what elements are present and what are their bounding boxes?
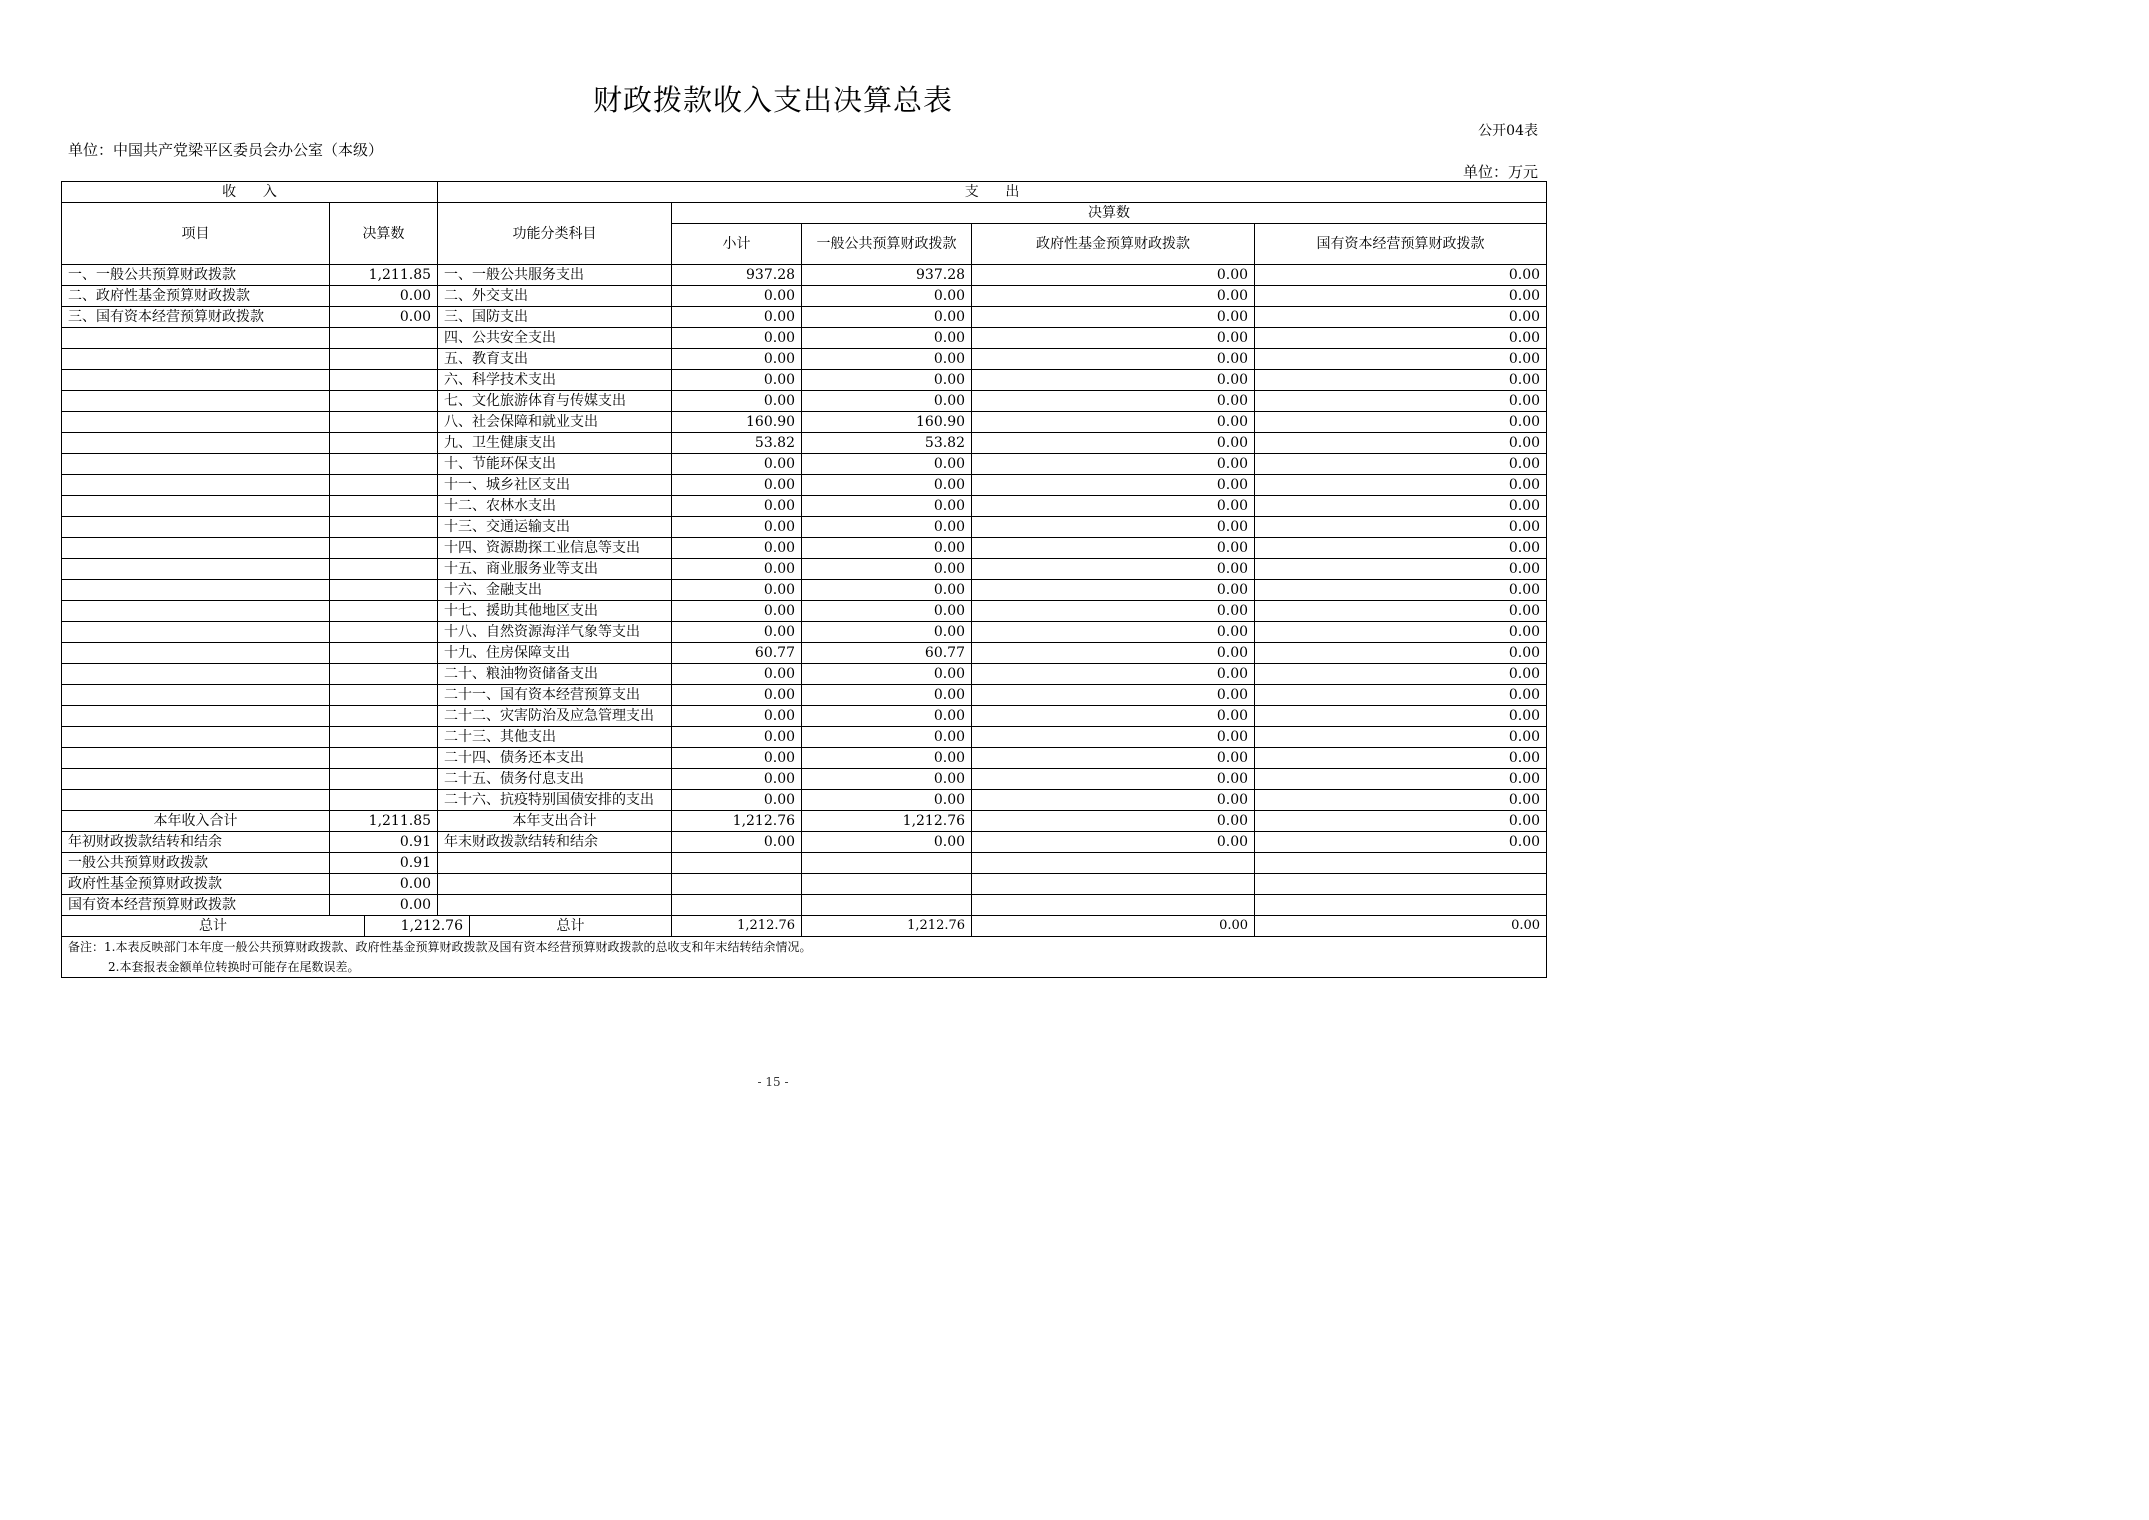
income-value: 0.00 — [330, 307, 438, 328]
expense-subtotal: 937.28 — [672, 265, 802, 286]
header-final: 决算数 — [672, 203, 1547, 224]
expense-fund: 0.00 — [972, 790, 1255, 811]
expense-item: 七、文化旅游体育与传媒支出 — [438, 391, 672, 412]
expense-general: 53.82 — [802, 433, 972, 454]
expense-item: 十八、自然资源海洋气象等支出 — [438, 622, 672, 643]
expense-state: 0.00 — [1255, 265, 1547, 286]
carry-end-general: 0.00 — [802, 832, 972, 853]
expense-item: 二十二、灾害防治及应急管理支出 — [438, 706, 672, 727]
expense-fund: 0.00 — [972, 475, 1255, 496]
table-row — [62, 727, 1547, 748]
expense-item: 二十五、债务付息支出 — [438, 769, 672, 790]
year-expense-fund: 0.00 — [972, 811, 1255, 832]
empty-cell — [972, 874, 1255, 895]
income-value: 1,211.85 — [330, 265, 438, 286]
expense-item: 一、一般公共服务支出 — [438, 265, 672, 286]
income-item-empty — [62, 475, 330, 496]
expense-subtotal: 0.00 — [672, 370, 802, 391]
expense-item: 二十六、抗疫特别国债安排的支出 — [438, 790, 672, 811]
empty-cell — [672, 853, 802, 874]
expense-item: 二十一、国有资本经营预算支出 — [438, 685, 672, 706]
expense-subtotal: 0.00 — [672, 328, 802, 349]
table-row — [62, 517, 1547, 538]
income-value-empty — [330, 454, 438, 475]
expense-general: 937.28 — [802, 265, 972, 286]
year-expense-general: 1,212.76 — [802, 811, 972, 832]
income-value-empty — [330, 769, 438, 790]
expense-subtotal: 0.00 — [672, 454, 802, 475]
carry-end-state: 0.00 — [1255, 832, 1547, 853]
expense-item: 三、国防支出 — [438, 307, 672, 328]
income-item-empty — [62, 580, 330, 601]
expense-state: 0.00 — [1255, 748, 1547, 769]
year-total-row — [62, 811, 1547, 832]
table-row — [62, 790, 1547, 811]
table-row — [62, 643, 1547, 664]
income-value-empty — [330, 349, 438, 370]
empty-cell — [972, 895, 1255, 916]
expense-subtotal: 0.00 — [672, 559, 802, 580]
carry-sub-row — [62, 874, 1547, 895]
income-value-empty — [330, 601, 438, 622]
carry-sub-label: 一般公共预算财政拨款 — [62, 853, 330, 874]
empty-cell — [438, 874, 672, 895]
expense-subtotal: 0.00 — [672, 769, 802, 790]
expense-subtotal: 0.00 — [672, 475, 802, 496]
table-row — [62, 601, 1547, 622]
expense-fund: 0.00 — [972, 433, 1255, 454]
header-row-1 — [62, 182, 1547, 203]
expense-item: 十三、交通运输支出 — [438, 517, 672, 538]
expense-subtotal: 0.00 — [672, 664, 802, 685]
expense-fund: 0.00 — [972, 685, 1255, 706]
income-item-empty — [62, 412, 330, 433]
expense-item: 十九、住房保障支出 — [438, 643, 672, 664]
income-item-empty — [62, 538, 330, 559]
expense-general: 0.00 — [802, 349, 972, 370]
expense-state: 0.00 — [1255, 559, 1547, 580]
empty-cell — [438, 895, 672, 916]
expense-item: 十、节能环保支出 — [438, 454, 672, 475]
expense-item: 八、社会保障和就业支出 — [438, 412, 672, 433]
expense-subtotal: 0.00 — [672, 307, 802, 328]
expense-general: 0.00 — [802, 559, 972, 580]
carry-sub-value: 0.00 — [330, 874, 438, 895]
expense-fund: 0.00 — [972, 706, 1255, 727]
expense-state: 0.00 — [1255, 538, 1547, 559]
page-number: - 15 - — [757, 1075, 789, 1089]
expense-state: 0.00 — [1255, 349, 1547, 370]
table-row — [62, 370, 1547, 391]
income-item-empty — [62, 706, 330, 727]
unit-money: 单位：万元 — [1462, 163, 1538, 181]
table-row — [62, 328, 1547, 349]
expense-fund: 0.00 — [972, 265, 1255, 286]
expense-subtotal: 0.00 — [672, 685, 802, 706]
header-fund: 政府性基金预算财政拨款 — [972, 224, 1255, 265]
expense-general: 0.00 — [802, 685, 972, 706]
expense-item: 十四、资源勘探工业信息等支出 — [438, 538, 672, 559]
table-row — [62, 307, 1547, 328]
income-value-empty — [330, 370, 438, 391]
table-row — [62, 664, 1547, 685]
expense-subtotal: 0.00 — [672, 391, 802, 412]
table-row — [62, 580, 1547, 601]
expense-general: 0.00 — [802, 622, 972, 643]
income-value-empty — [330, 559, 438, 580]
expense-subtotal: 0.00 — [672, 580, 802, 601]
expense-fund: 0.00 — [972, 370, 1255, 391]
expense-item: 九、卫生健康支出 — [438, 433, 672, 454]
table-row — [62, 286, 1547, 307]
note-line-1: 备注：1.本表反映部门本年度一般公共预算财政拨款、政府性基金预算财政拨款及国有资本经营预算财政拨款的总收支和年末结转结余情况。 — [68, 940, 812, 954]
grand-expense-state: 0.00 — [1255, 916, 1547, 937]
expense-subtotal: 0.00 — [672, 706, 802, 727]
page-title: 财政拨款收入支出决算总表 — [592, 83, 953, 117]
empty-cell — [1255, 874, 1547, 895]
expense-state: 0.00 — [1255, 790, 1547, 811]
expense-state: 0.00 — [1255, 664, 1547, 685]
table-row — [62, 475, 1547, 496]
expense-state: 0.00 — [1255, 769, 1547, 790]
carry-end-fund: 0.00 — [972, 832, 1255, 853]
expense-fund: 0.00 — [972, 559, 1255, 580]
income-item-empty — [62, 496, 330, 517]
expense-fund: 0.00 — [972, 748, 1255, 769]
income-value-empty — [330, 643, 438, 664]
empty-cell — [672, 874, 802, 895]
year-income-total-value: 1,211.85 — [330, 811, 438, 832]
expense-fund: 0.00 — [972, 454, 1255, 475]
income-value-empty — [330, 538, 438, 559]
expense-item: 二、外交支出 — [438, 286, 672, 307]
notes-row — [62, 937, 1547, 978]
grand-expense-subtotal: 1,212.76 — [672, 916, 802, 937]
expense-fund: 0.00 — [972, 727, 1255, 748]
header-subtotal: 小计 — [672, 224, 802, 265]
expense-item: 十一、城乡社区支出 — [438, 475, 672, 496]
expense-state: 0.00 — [1255, 685, 1547, 706]
expense-subtotal: 0.00 — [672, 790, 802, 811]
notes — [62, 937, 1547, 978]
income-item-empty — [62, 664, 330, 685]
expense-general: 0.00 — [802, 475, 972, 496]
income-value-empty — [330, 664, 438, 685]
empty-cell — [802, 874, 972, 895]
table-row — [62, 559, 1547, 580]
expense-state: 0.00 — [1255, 496, 1547, 517]
expense-state: 0.00 — [1255, 328, 1547, 349]
expense-state: 0.00 — [1255, 643, 1547, 664]
expense-fund: 0.00 — [972, 349, 1255, 370]
carry-end-label: 年末财政拨款结转和结余 — [438, 832, 672, 853]
empty-cell — [972, 853, 1255, 874]
expense-general: 0.00 — [802, 580, 972, 601]
income-value: 0.00 — [330, 286, 438, 307]
empty-cell — [802, 895, 972, 916]
expense-fund: 0.00 — [972, 664, 1255, 685]
income-item-empty — [62, 559, 330, 580]
expense-general: 0.00 — [802, 496, 972, 517]
grand-expense-fund: 0.00 — [972, 916, 1255, 937]
carry-sub-row — [62, 853, 1547, 874]
expense-general: 0.00 — [802, 517, 972, 538]
header-row-2 — [62, 203, 1547, 224]
empty-cell — [802, 853, 972, 874]
expense-general: 0.00 — [802, 454, 972, 475]
expense-general: 0.00 — [802, 769, 972, 790]
income-value-empty — [330, 685, 438, 706]
expense-state: 0.00 — [1255, 454, 1547, 475]
income-value-empty — [330, 517, 438, 538]
grand-total-row — [62, 916, 1547, 937]
header-amount: 决算数 — [330, 203, 438, 265]
expense-state: 0.00 — [1255, 622, 1547, 643]
table-row — [62, 748, 1547, 769]
expense-general: 0.00 — [802, 370, 972, 391]
grand-expense-label: 总计 — [556, 918, 585, 934]
table-row — [62, 685, 1547, 706]
carry-sub-label: 政府性基金预算财政拨款 — [62, 874, 330, 895]
income-item-empty — [62, 349, 330, 370]
expense-subtotal: 60.77 — [672, 643, 802, 664]
expense-fund: 0.00 — [972, 412, 1255, 433]
expense-state: 0.00 — [1255, 475, 1547, 496]
empty-cell — [1255, 895, 1547, 916]
income-item-empty — [62, 370, 330, 391]
expense-general: 0.00 — [802, 706, 972, 727]
table-row — [62, 538, 1547, 559]
carry-row — [62, 832, 1547, 853]
expense-subtotal: 0.00 — [672, 748, 802, 769]
expense-subtotal: 0.00 — [672, 601, 802, 622]
expense-item: 十七、援助其他地区支出 — [438, 601, 672, 622]
expense-subtotal: 160.90 — [672, 412, 802, 433]
expense-fund: 0.00 — [972, 538, 1255, 559]
expense-state: 0.00 — [1255, 601, 1547, 622]
income-value-empty — [330, 580, 438, 601]
grand-expense-general: 1,212.76 — [802, 916, 972, 937]
carry-sub-label: 国有资本经营预算财政拨款 — [62, 895, 330, 916]
expense-state: 0.00 — [1255, 307, 1547, 328]
year-expense-state: 0.00 — [1255, 811, 1547, 832]
expense-subtotal: 53.82 — [672, 433, 802, 454]
unit-organization: 单位：中国共产党梁平区委员会办公室（本级） — [68, 141, 384, 159]
table-row — [62, 433, 1547, 454]
grand-total-left — [62, 916, 672, 937]
expense-item: 六、科学技术支出 — [438, 370, 672, 391]
header-func-item: 功能分类科目 — [438, 203, 672, 265]
income-item-empty — [62, 454, 330, 475]
note-line-2: 2.本套报表金额单位转换时可能存在尾数误差。 — [108, 960, 360, 974]
table-code: 公开04表 — [1478, 123, 1538, 139]
income-item: 三、国有资本经营预算财政拨款 — [62, 307, 330, 328]
expense-item: 十六、金融支出 — [438, 580, 672, 601]
income-item-empty — [62, 790, 330, 811]
expense-general: 0.00 — [802, 601, 972, 622]
income-item-empty — [62, 391, 330, 412]
year-expense-total-label: 本年支出合计 — [438, 811, 672, 832]
expense-subtotal: 0.00 — [672, 517, 802, 538]
empty-cell — [438, 853, 672, 874]
expense-fund: 0.00 — [972, 286, 1255, 307]
expense-item: 二十、粮油物资储备支出 — [438, 664, 672, 685]
expense-item: 五、教育支出 — [438, 349, 672, 370]
carry-begin-label: 年初财政拨款结转和结余 — [62, 832, 330, 853]
income-item-empty — [62, 622, 330, 643]
grand-income-value: 1,212.76 — [365, 916, 470, 936]
expense-item: 十五、商业服务业等支出 — [438, 559, 672, 580]
expense-general: 0.00 — [802, 286, 972, 307]
empty-cell — [1255, 853, 1547, 874]
income-value-empty — [330, 391, 438, 412]
income-value-empty — [330, 706, 438, 727]
expense-general: 0.00 — [802, 391, 972, 412]
expense-subtotal: 0.00 — [672, 622, 802, 643]
income-value-empty — [330, 433, 438, 454]
income-item-empty — [62, 769, 330, 790]
expense-general: 160.90 — [802, 412, 972, 433]
expense-state: 0.00 — [1255, 517, 1547, 538]
table-row — [62, 391, 1547, 412]
expense-fund: 0.00 — [972, 601, 1255, 622]
expense-general: 0.00 — [802, 538, 972, 559]
income-item: 一、一般公共预算财政拨款 — [62, 265, 330, 286]
header-expense: 支 出 — [438, 182, 1547, 203]
year-expense-subtotal: 1,212.76 — [672, 811, 802, 832]
table-row — [62, 769, 1547, 790]
expense-fund: 0.00 — [972, 496, 1255, 517]
carry-sub-row — [62, 895, 1547, 916]
expense-general: 0.00 — [802, 748, 972, 769]
expense-subtotal: 0.00 — [672, 349, 802, 370]
income-value-empty — [330, 412, 438, 433]
income-value-empty — [330, 727, 438, 748]
expense-subtotal: 0.00 — [672, 538, 802, 559]
expense-state: 0.00 — [1255, 580, 1547, 601]
income-value-empty — [330, 496, 438, 517]
expense-subtotal: 0.00 — [672, 727, 802, 748]
expense-fund: 0.00 — [972, 517, 1255, 538]
income-value-empty — [330, 790, 438, 811]
fiscal-summary-table — [61, 181, 1547, 978]
header-general: 一般公共预算财政拨款 — [802, 224, 972, 265]
income-item-empty — [62, 601, 330, 622]
expense-fund: 0.00 — [972, 769, 1255, 790]
income-item-empty — [62, 433, 330, 454]
carry-sub-value: 0.00 — [330, 895, 438, 916]
grand-income-label: 总计 — [62, 916, 365, 936]
expense-fund: 0.00 — [972, 307, 1255, 328]
expense-item: 十二、农林水支出 — [438, 496, 672, 517]
expense-fund: 0.00 — [972, 580, 1255, 601]
income-item: 二、政府性基金预算财政拨款 — [62, 286, 330, 307]
income-item-empty — [62, 643, 330, 664]
expense-state: 0.00 — [1255, 706, 1547, 727]
table-row — [62, 412, 1547, 433]
expense-fund: 0.00 — [972, 622, 1255, 643]
income-item-empty — [62, 748, 330, 769]
expense-state: 0.00 — [1255, 370, 1547, 391]
expense-state: 0.00 — [1255, 391, 1547, 412]
expense-item: 二十四、债务还本支出 — [438, 748, 672, 769]
expense-fund: 0.00 — [972, 328, 1255, 349]
expense-general: 0.00 — [802, 727, 972, 748]
expense-subtotal: 0.00 — [672, 496, 802, 517]
carry-sub-value: 0.91 — [330, 853, 438, 874]
expense-general: 60.77 — [802, 643, 972, 664]
header-state: 国有资本经营预算财政拨款 — [1255, 224, 1547, 265]
income-value-empty — [330, 328, 438, 349]
expense-state: 0.00 — [1255, 727, 1547, 748]
header-income: 收 入 — [62, 182, 438, 203]
table-row — [62, 349, 1547, 370]
income-value-empty — [330, 748, 438, 769]
expense-fund: 0.00 — [972, 643, 1255, 664]
expense-general: 0.00 — [802, 307, 972, 328]
table-row — [62, 496, 1547, 517]
carry-begin-value: 0.91 — [330, 832, 438, 853]
income-value-empty — [330, 475, 438, 496]
income-value-empty — [330, 622, 438, 643]
income-item-empty — [62, 685, 330, 706]
expense-state: 0.00 — [1255, 433, 1547, 454]
empty-cell — [672, 895, 802, 916]
carry-end-subtotal: 0.00 — [672, 832, 802, 853]
expense-item: 四、公共安全支出 — [438, 328, 672, 349]
table-row — [62, 622, 1547, 643]
expense-fund: 0.00 — [972, 391, 1255, 412]
header-item: 项目 — [62, 203, 330, 265]
income-item-empty — [62, 517, 330, 538]
expense-item: 二十三、其他支出 — [438, 727, 672, 748]
year-income-total-label: 本年收入合计 — [62, 811, 330, 832]
expense-subtotal: 0.00 — [672, 286, 802, 307]
income-item-empty — [62, 727, 330, 748]
table-row — [62, 706, 1547, 727]
table-row — [62, 454, 1547, 475]
expense-general: 0.00 — [802, 328, 972, 349]
expense-state: 0.00 — [1255, 412, 1547, 433]
expense-general: 0.00 — [802, 664, 972, 685]
expense-state: 0.00 — [1255, 286, 1547, 307]
table-row — [62, 265, 1547, 286]
income-item-empty — [62, 328, 330, 349]
expense-general: 0.00 — [802, 790, 972, 811]
